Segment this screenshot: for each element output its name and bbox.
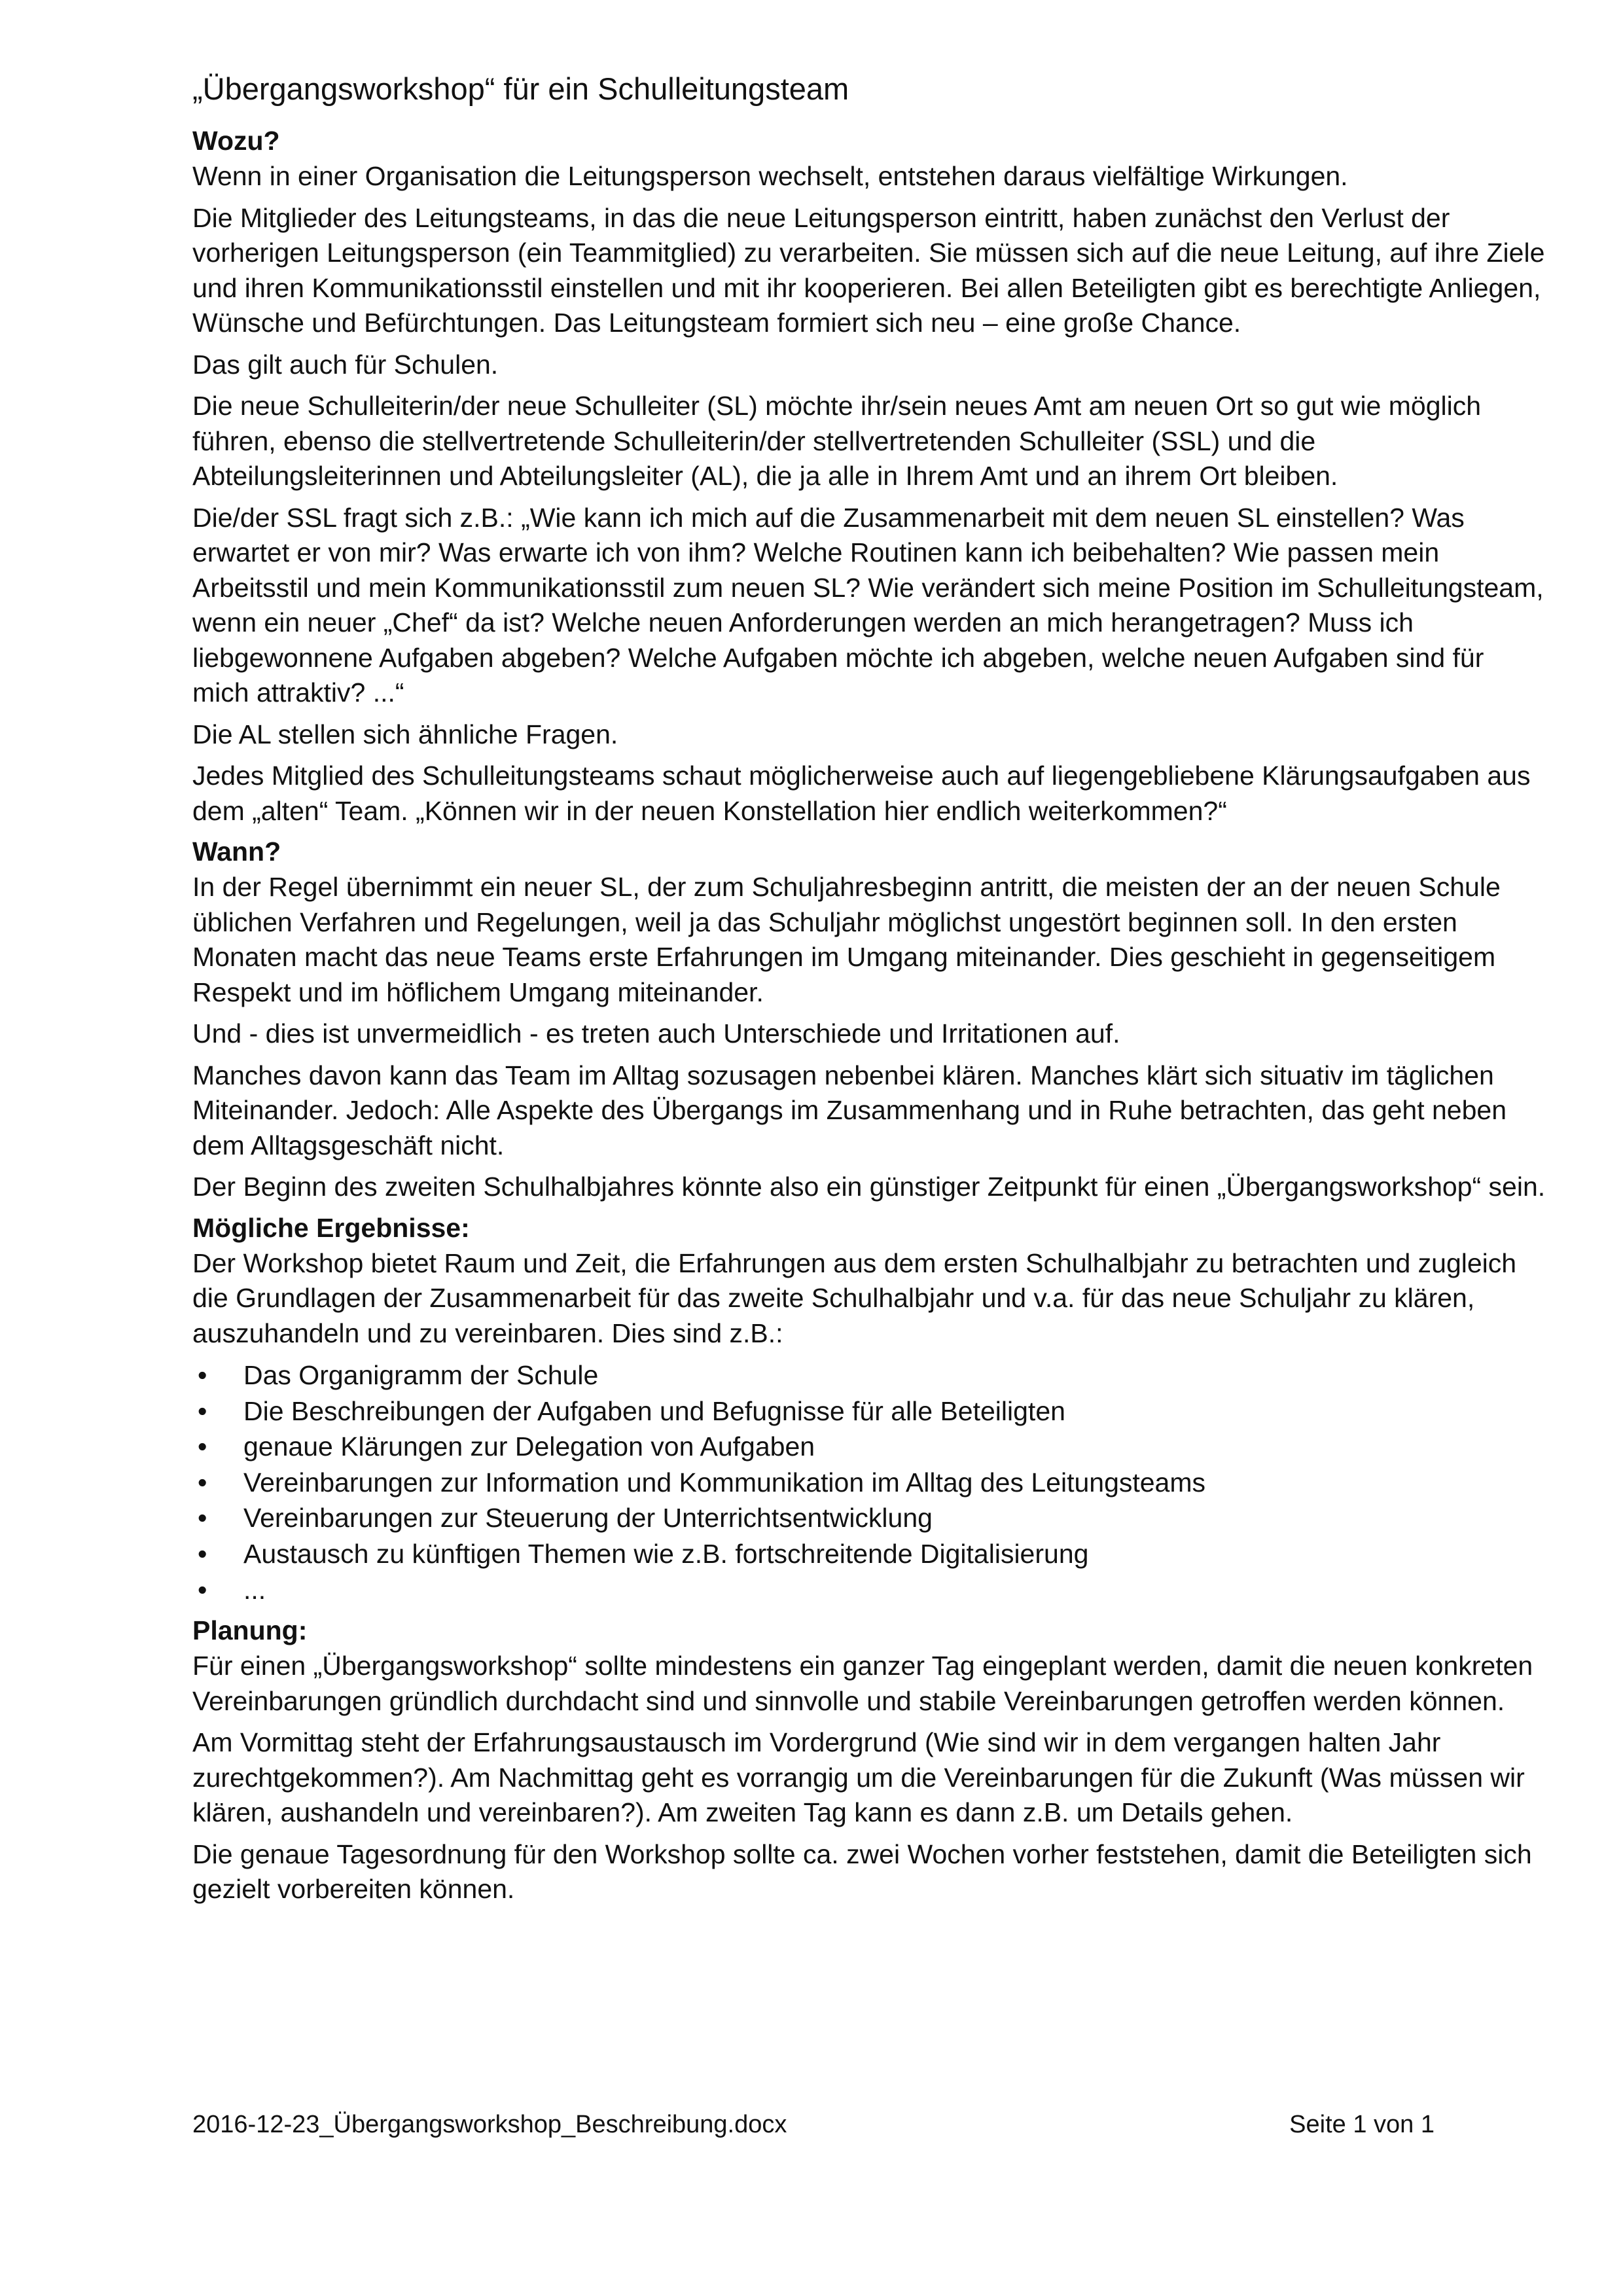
section-wann [192, 835, 1547, 1205]
bullet-icon: • [198, 1395, 207, 1426]
page-footer [192, 2109, 1435, 2140]
bullet-icon: • [198, 1538, 207, 1569]
list-item-text: Vereinbarungen zur Steuerung der Unterrichtsentwicklung [243, 1503, 933, 1534]
footer-page-number: Seite 1 von 1 [1289, 2111, 1435, 2138]
paragraph: Am Vormittag steht der Erfahrungsaustausch im Vordergrund (Wie sind wir in dem vergangen halten Jahr zurechtgekommen?). Am Nachmittag geht es vorrangig um die Vereinbarungen für die Zukunft (Was müssen wir klären, aushandeln und vereinbaren?). Am zweiten Tag kann es dann z.B. um Details gehen. [192, 1727, 1525, 1828]
paragraph: Die/der SSL fragt sich z.B.: „Wie kann ich mich auf die Zusammenarbeit mit dem neuen SL einstellen? Was erwartet er von mir? Was erwarte ich von ihm? Welche Routinen kann ich beibehalten? Wie passen mein Arbeitsstil und mein Kommunikationsstil zum neuen SL? Wie verändert sich meine Position im Schulleitungsteam, wenn ein neuer „Chef“ da ist? Welche neuen Anforderungen werden an mich herangetragen? Muss ich liebgewonnene Aufgaben abgeben? Welche Aufgaben möchte ich abgeben, welche neuen Aufgaben sind für mich attraktiv? ...“ [192, 502, 1544, 708]
list-item [192, 1465, 1547, 1501]
list-item [192, 1429, 1547, 1465]
document-title: „Übergangsworkshop“ für ein Schulleitungsteam [192, 71, 849, 106]
paragraph: Die genaue Tagesordnung für den Workshop sollte ca. zwei Wochen vorher feststehen, damit die Beteiligten sich gezielt vorbereiten können. [192, 1839, 1532, 1905]
paragraph: Das gilt auch für Schulen. [192, 349, 499, 380]
list-item-text: Das Organigramm der Schule [243, 1360, 599, 1390]
list-item [192, 1536, 1547, 1572]
list-item [192, 1357, 1547, 1393]
section-heading: Wann? [192, 836, 281, 867]
section-planung [192, 1614, 1547, 1907]
section-heading: Wozu? [192, 126, 280, 156]
section-wozu [192, 124, 1547, 829]
section-ergebnisse [192, 1211, 1547, 1608]
bullet-icon: • [198, 1503, 207, 1534]
paragraph: Die neue Schulleiterin/der neue Schulleiter (SL) möchte ihr/sein neues Amt am neuen Ort so gut wie möglich führen, ebenso die stellvertretende Schulleiterin/der stellvertretenden Schulleiter (SSL) und die Abteilungsleiterinnen und Abteilungsleiter (AL), die ja alle in Ihrem Amt und an ihrem Ort bleiben. [192, 391, 1482, 491]
list-item-text: Die Beschreibungen der Aufgaben und Befugnisse für alle Beteiligten [243, 1395, 1065, 1426]
section-heading: Planung: [192, 1615, 308, 1646]
paragraph: Wenn in einer Organisation die Leitungsperson wechselt, entstehen daraus vielfältige Wirkungen. [192, 161, 1348, 191]
list-item [192, 1500, 1547, 1536]
list-item-text: genaue Klärungen zur Delegation von Aufgaben [243, 1431, 815, 1462]
document-page [192, 71, 1547, 1914]
list-item-text: Austausch zu künftigen Themen wie z.B. fortschreitende Digitalisierung [243, 1538, 1089, 1569]
footer-filename: 2016-12-23_Übergangsworkshop_Beschreibung.docx [192, 2111, 787, 2138]
paragraph: In der Regel übernimmt ein neuer SL, der zum Schuljahresbeginn antritt, die meisten der an der neuen Schule üblichen Verfahren und Regelungen, weil ja das Schuljahr möglichst ungestört beginnen soll. In den ersten Monaten macht das neue Teams erste Erfahrungen im Umgang miteinander. Dies geschieht in gegenseitigem Respekt und im höflichem Umgang miteinander. [192, 872, 1501, 1007]
paragraph: Der Beginn des zweiten Schulhalbjahres könnte also ein günstiger Zeitpunkt für einen „Übergangsworkshop“ sein. [192, 1172, 1546, 1202]
results-list [192, 1357, 1547, 1607]
paragraph: Jedes Mitglied des Schulleitungsteams schaut möglicherweise auch auf liegengebliebene Klärungsaufgaben aus dem „alten“ Team. „Können wir in der neuen Konstellation hier endlich weiterkommen?“ [192, 761, 1531, 826]
list-item-text: Vereinbarungen zur Information und Kommunikation im Alltag des Leitungsteams [243, 1467, 1206, 1498]
paragraph: Und - dies ist unvermeidlich - es treten auch Unterschiede und Irritationen auf. [192, 1018, 1120, 1049]
section-heading: Mögliche Ergebnisse: [192, 1212, 470, 1243]
bullet-icon: • [198, 1467, 207, 1498]
paragraph: Manches davon kann das Team im Alltag sozusagen nebenbei klären. Manches klärt sich situativ im täglichen Miteinander. Jedoch: Alle Aspekte des Übergangs im Zusammenhang und in Ruhe betrachten, das geht neben dem Alltagsgeschäft nicht. [192, 1060, 1507, 1160]
list-item [192, 1572, 1547, 1608]
bullet-icon: • [198, 1360, 207, 1390]
paragraph: Für einen „Übergangsworkshop“ sollte mindestens ein ganzer Tag eingeplant werden, damit die neuen konkreten Vereinbarungen gründlich durchdacht sind und sinnvolle und stabile Vereinbarungen getroffen werden können. [192, 1651, 1533, 1716]
bullet-icon: • [198, 1574, 207, 1605]
paragraph: Die AL stellen sich ähnliche Fragen. [192, 719, 618, 749]
list-item-text: ... [243, 1574, 266, 1605]
paragraph: Der Workshop bietet Raum und Zeit, die Erfahrungen aus dem ersten Schulhalbjahr zu betrachten und zugleich die Grundlagen der Zusammenarbeit für das zweite Schulhalbjahr und v.a. für das neue Schuljahr zu klären, auszuhandeln und zu vereinbaren. Dies sind z.B.: [192, 1247, 1517, 1348]
list-item [192, 1393, 1547, 1429]
bullet-icon: • [198, 1431, 207, 1462]
paragraph: Die Mitglieder des Leitungsteams, in das die neue Leitungsperson eintritt, haben zunächst den Verlust der vorherigen Leitungsperson (ein Teammitglied) zu verarbeiten. Sie müssen sich auf die neue Leitung, auf ihre Ziele und ihren Kommunikationsstil einstellen und mit ihr kooperieren. Bei allen Beteiligten gibt es berechtigte Anliegen, Wünsche und Befürchtungen. Das Leitungsteam formiert sich neu – eine große Chance. [192, 202, 1545, 338]
